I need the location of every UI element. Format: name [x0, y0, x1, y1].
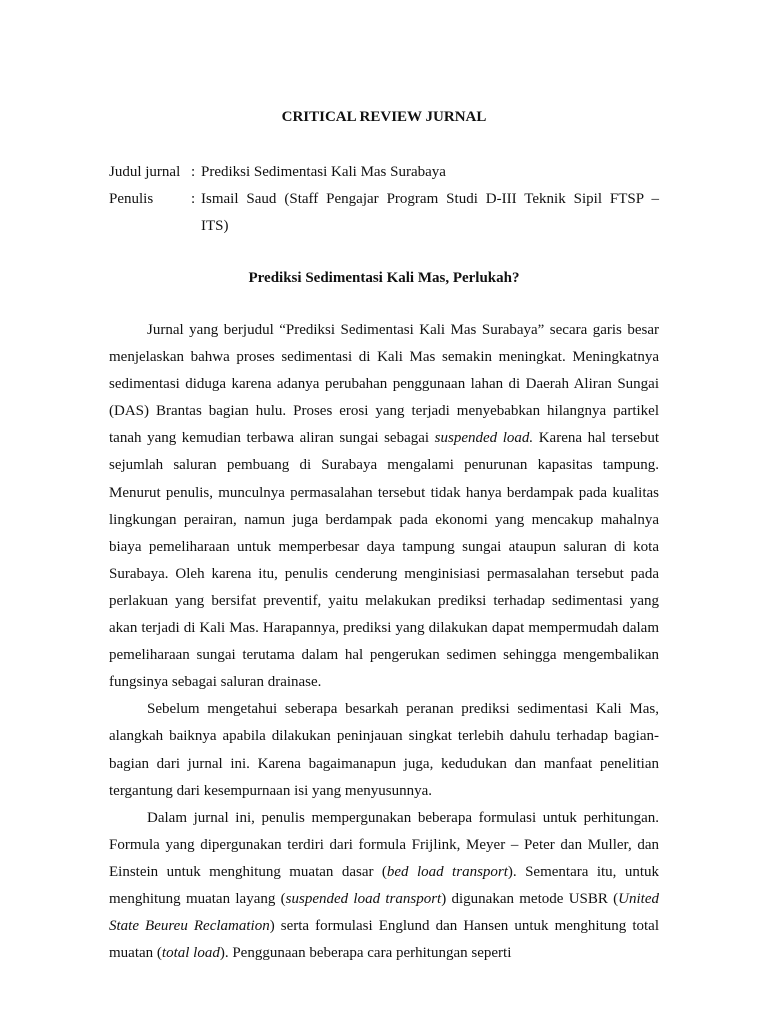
text-run: ). Penggunaan beberapa cara perhitungan seperti	[219, 945, 512, 962]
paragraph-3	[109, 805, 659, 968]
italic-term: bed load transport	[386, 863, 508, 880]
section-title: Prediksi Sedimentasi Kali Mas, Perlukah?	[248, 270, 520, 286]
body-text	[109, 317, 659, 967]
text-run: Sebelum mengetahui seberapa besarkah peranan prediksi sedimentasi Kali Mas, alangkah baiknya apabila dilakukan peninjauan singkat terlebih dahulu terhadap bagian-bagian dari jurnal ini. Karena bagaimanapun juga, kedudukan dan manfaat penelitian tergantung dari kesempurnaan isi yang menyusunnya.	[109, 701, 659, 799]
meta-penulis-row	[109, 186, 659, 240]
judul-separator: :	[191, 164, 196, 180]
document-title: CRITICAL REVIEW JURNAL	[281, 109, 487, 125]
penulis-value-line2: ITS)	[201, 218, 229, 234]
penulis-label: Penulis	[109, 191, 154, 207]
text-run: ) serta formulasi Englund dan Hansen untuk menghitung total muatan (	[109, 918, 659, 962]
meta-judul-row	[109, 159, 659, 186]
italic-term: suspended load.	[434, 430, 534, 447]
penulis-separator: :	[191, 191, 196, 207]
text-run: Dalam jurnal ini, penulis mempergunakan beberapa formulasi untuk perhitungan. Formula yang dipergunakan terdiri dari formula Frijlink, Meyer – Peter dan Muller, dan Einstein untuk menghitung muatan dasar (	[109, 809, 659, 880]
text-run: ). Sementara itu, untuk menghitung muatan layang (	[109, 863, 659, 907]
italic-term: total load	[161, 945, 220, 962]
judul-label: Judul jurnal	[109, 164, 181, 180]
paragraph-1	[109, 317, 659, 696]
italic-term: suspended load transport	[285, 890, 442, 907]
text-run: Karena hal tersebut sejumlah saluran pembuang di Surabaya mengalami penurunan kapasitas tampung. Menurut penulis, munculnya permasalahan tersebut tidak hanya berdampak pada kualitas lingkungan perairan, namun juga berdampak pada ekonomi yang mencakup mahalnya biaya pemeliharaan untuk memperbesar daya tampung sungai ataupun saluran di kota Surabaya. Oleh karena itu, penulis cenderung menginisiasi permasalahan tersebut pada perlakuan yang bersifat preventif, yaitu melakukan prediksi terhadap sedimentasi yang akan terjadi di Kali Mas. Harapannya, prediksi yang dilakukan dapat mempermudah dalam pemeliharaan sungai terutama dalam hal pengerukan sedimen sehingga mengembalikan fungsinya sebagai saluran drainase.	[109, 430, 660, 691]
italic-term: United State Beureu Reclamation	[109, 890, 659, 935]
text-run: Jurnal yang berjudul “Prediksi Sedimentasi Kali Mas Surabaya” secara garis besar menjelaskan bahwa proses sedimentasi di Kali Mas semakin meningkat. Meningkatnya sedimentasi diduga karena adanya perubahan penggunaan lahan di Daerah Aliran Sungai (DAS) Brantas bagian hulu. Proses erosi yang terjadi menyebabkan hilangnya partikel tanah yang kemudian terbawa aliran sungai sebagai	[109, 322, 659, 447]
judul-value: Prediksi Sedimentasi Kali Mas Surabaya	[201, 164, 446, 180]
penulis-value-line1: Ismail Saud (Staff Pengajar Program Studi D-III Teknik Sipil FTSP –	[201, 191, 659, 207]
paragraph-2	[109, 696, 659, 804]
text-run: ) digunakan metode USBR (	[441, 890, 619, 907]
